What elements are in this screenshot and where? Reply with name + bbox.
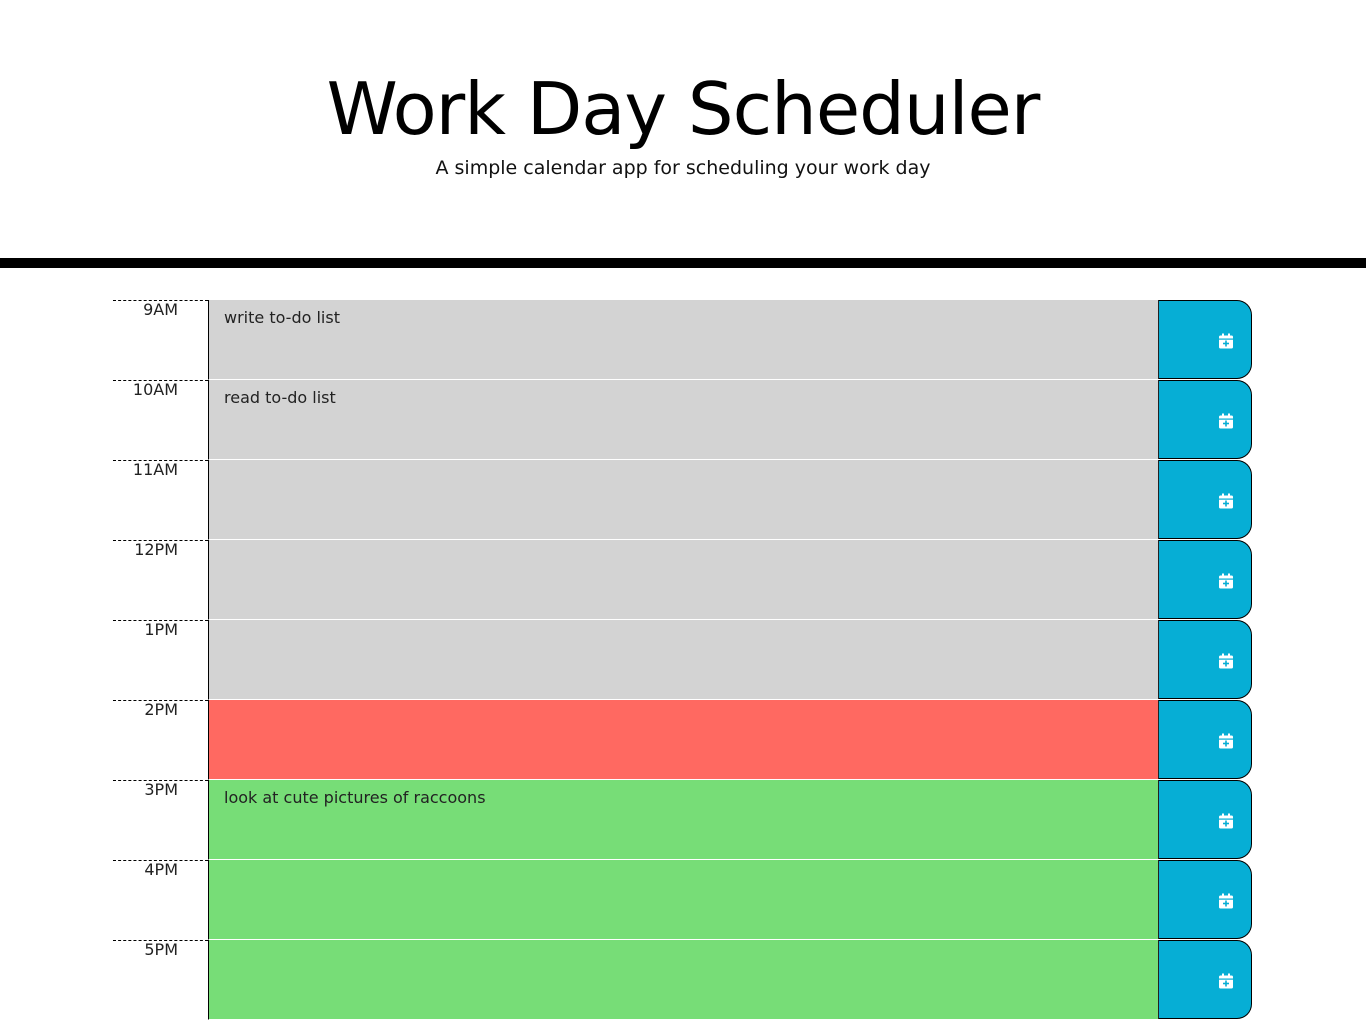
time-block-row — [0, 380, 1366, 460]
save-button[interactable] — [1158, 700, 1252, 779]
calendar-plus-icon — [1218, 893, 1234, 909]
save-button[interactable] — [1158, 940, 1252, 1019]
page-subtitle: A simple calendar app for scheduling your work day — [435, 157, 931, 179]
save-button[interactable] — [1158, 780, 1252, 859]
time-block-row — [0, 700, 1366, 780]
time-block-row — [0, 780, 1366, 860]
calendar-plus-icon — [1218, 813, 1234, 829]
time-block-row — [0, 620, 1366, 700]
hour-label: 10AM — [113, 380, 208, 460]
event-description-input[interactable] — [208, 700, 1158, 780]
header-divider — [0, 258, 1366, 268]
time-block-row — [0, 540, 1366, 620]
hour-label: 5PM — [113, 940, 208, 1020]
event-description-input[interactable] — [208, 540, 1158, 620]
calendar-plus-icon — [1218, 413, 1234, 429]
time-block-row — [0, 940, 1366, 1020]
save-button[interactable] — [1158, 300, 1252, 379]
hour-label: 2PM — [113, 700, 208, 780]
save-button[interactable] — [1158, 540, 1252, 619]
header — [0, 0, 1366, 258]
calendar-plus-icon — [1218, 653, 1234, 669]
hour-label: 3PM — [113, 780, 208, 860]
event-description-input[interactable] — [208, 300, 1158, 380]
event-description-input[interactable] — [208, 460, 1158, 540]
time-block-row — [0, 860, 1366, 940]
calendar-plus-icon — [1218, 733, 1234, 749]
save-button[interactable] — [1158, 620, 1252, 699]
hour-label: 11AM — [113, 460, 208, 540]
save-button[interactable] — [1158, 860, 1252, 939]
hour-label: 4PM — [113, 860, 208, 940]
calendar-plus-icon — [1218, 573, 1234, 589]
event-description-input[interactable] — [208, 620, 1158, 700]
save-button[interactable] — [1158, 460, 1252, 539]
hour-label: 12PM — [113, 540, 208, 620]
event-description-input[interactable] — [208, 940, 1158, 1020]
hour-label: 9AM — [113, 300, 208, 380]
calendar-plus-icon — [1218, 973, 1234, 989]
event-description-input[interactable] — [208, 780, 1158, 860]
event-description-input[interactable] — [208, 380, 1158, 460]
event-description-input[interactable] — [208, 860, 1158, 940]
time-block-row — [0, 300, 1366, 380]
calendar-plus-icon — [1218, 493, 1234, 509]
time-block-row — [0, 460, 1366, 540]
hour-label: 1PM — [113, 620, 208, 700]
calendar-plus-icon — [1218, 333, 1234, 349]
save-button[interactable] — [1158, 380, 1252, 459]
page-title: Work Day Scheduler — [326, 67, 1040, 151]
